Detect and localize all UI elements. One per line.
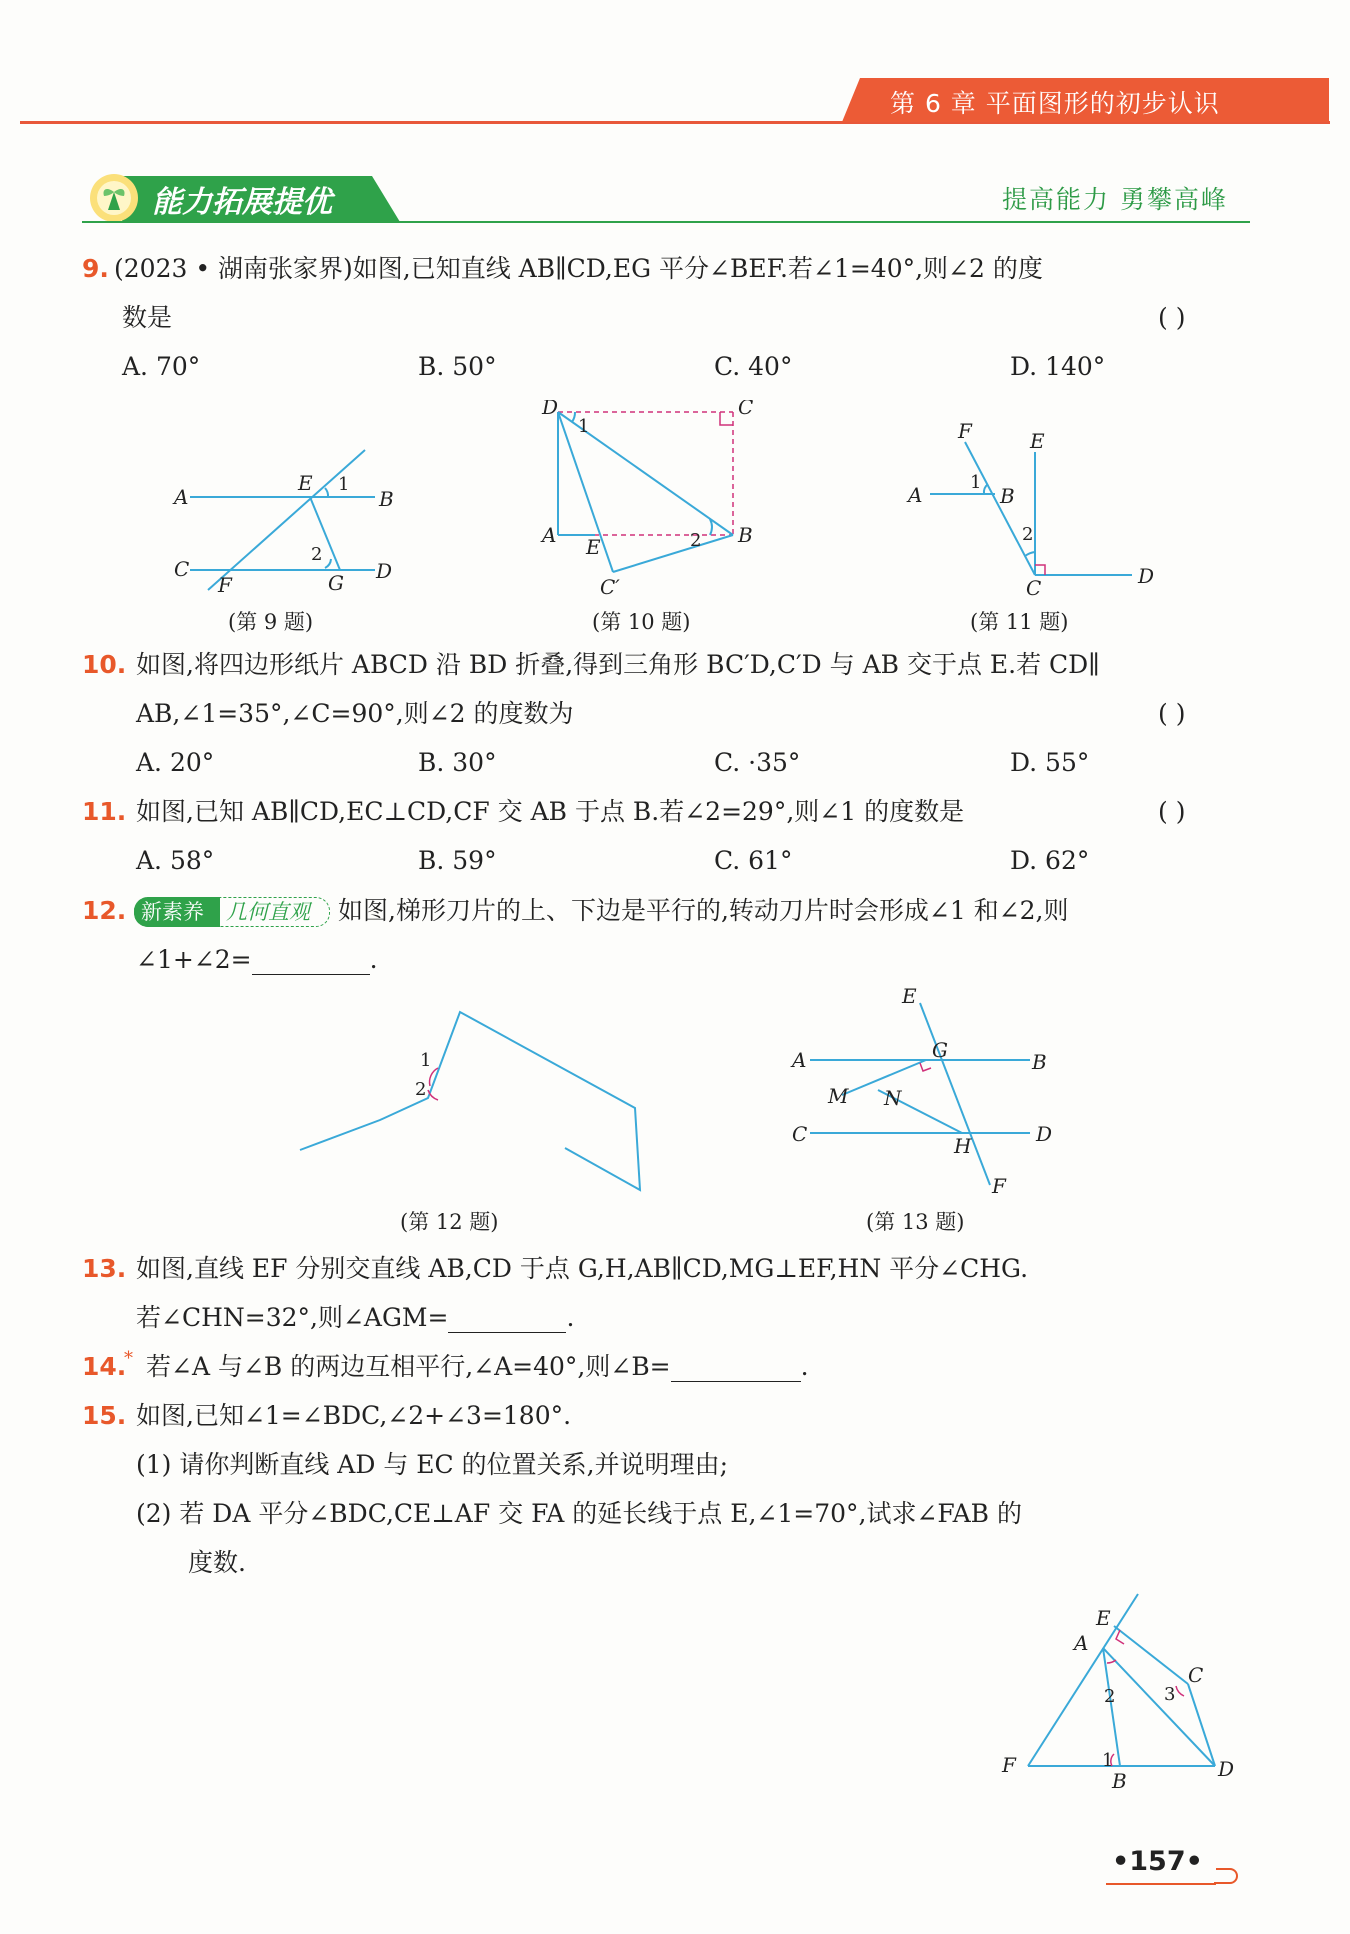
point-label: E [1030,429,1045,453]
figure-12 [260,1000,660,1210]
answer-paren: ( ) [1158,797,1186,826]
angle-label: 2 [1104,1686,1116,1707]
figure-caption: (第 12 题) [400,1210,499,1234]
point-label: B [1000,484,1015,508]
angle-label: 2 [1022,524,1034,545]
page-number: •157• [1112,1846,1203,1877]
question-end: . [800,1352,809,1381]
figure-9 [160,440,410,600]
point-label: B [1112,1769,1127,1793]
option-d: D. 55° [1010,748,1090,777]
figure-caption: (第 11 题) [970,610,1069,634]
chapter-title: 第 6 章 平面图形的初步认识 [890,89,1220,118]
angle-label: 1 [338,474,350,495]
section-rule [82,221,1250,223]
question-number: 15. [82,1401,127,1430]
option-c: C. 40° [714,352,793,381]
badge-label: 新素养 [141,900,204,924]
figure-caption: (第 13 题) [866,1210,965,1234]
point-label: C [174,557,190,581]
angle-label: 1 [420,1050,432,1071]
option-d: D. 62° [1010,846,1090,875]
question-number: 10. [82,650,127,679]
point-label: A [542,523,557,547]
badge-sublabel: 几何直观 [226,900,310,924]
question-text [146,1352,809,1382]
section-slogan: 提高能力 勇攀高峰 [1002,185,1228,214]
point-label: C [1026,576,1042,600]
option-c: C. 61° [714,846,793,875]
option-a: A. 70° [122,352,201,381]
option-a: A. 58° [136,846,215,875]
question-text: AB,∠1=35°,∠C=90°,则∠2 的度数为 [136,699,574,728]
point-label: N [884,1086,902,1110]
angle-label: 3 [1164,1684,1176,1705]
answer-blank [671,1355,801,1382]
question-text: (2023 • 湖南张家界)如图,已知直线 AB∥CD,EG 平分∠BEF.若∠1=40°,则∠2 的度 [114,254,1043,283]
section-title: 能力拓展提优 [152,185,332,220]
figure-caption: (第 10 题) [592,610,691,634]
point-label: D [1218,1757,1235,1781]
point-label: C [738,400,754,419]
answer-blank [448,1306,566,1333]
question-text [136,945,378,975]
question-number: 13. [82,1254,127,1283]
sub-question: 度数. [188,1548,246,1577]
figure-10 [540,400,760,600]
point-label: D [1138,564,1155,588]
question-text: 如图,直线 EF 分别交直线 AB,CD 于点 G,H,AB∥CD,MG⊥EF,HN 平分∠CHG. [136,1254,1029,1283]
angle-label: 1 [1102,1750,1114,1771]
answer-blank [252,948,370,975]
difficulty-mark: * [124,1348,133,1369]
point-label: A [792,1048,807,1072]
point-label: H [954,1134,972,1158]
question-end: . [566,1303,575,1332]
sub-question: (2) 若 DA 平分∠BDC,CE⊥AF 交 FA 的延长线于点 E,∠1=70°,试求∠FAB 的 [136,1499,1022,1528]
point-label: F [1002,1753,1016,1777]
option-b: B. 59° [418,846,497,875]
point-label: E [1096,1606,1111,1630]
point-label: B [379,487,394,511]
figure-11 [900,420,1160,600]
question-expression: 若∠A 与∠B 的两边互相平行,∠A=40°,则∠B= [146,1352,671,1381]
question-number: 9. [82,254,109,283]
point-label: D [1036,1122,1053,1146]
option-b: B. 30° [418,748,497,777]
point-label: D [542,400,559,419]
point-label: C [1188,1663,1204,1687]
point-label: E [298,471,313,495]
option-a: A. 20° [136,748,215,777]
point-label: C [792,1122,808,1146]
point-label: A [908,483,923,507]
point-label: G [932,1038,948,1062]
question-number: 12. [82,896,127,925]
point-label: G [328,571,344,595]
question-expression: ∠1+∠2= [136,945,252,974]
figure-caption: (第 9 题) [228,610,314,634]
point-label: E [586,535,601,559]
point-label: F [218,573,232,597]
point-label: B [1032,1050,1047,1074]
question-text: 如图,将四边形纸片 ABCD 沿 BD 折叠,得到三角形 BC′D,C′D 与 AB 交于点 E.若 CD∥ [136,650,1100,679]
point-label: D [376,559,393,583]
point-label: A [174,485,189,509]
question-number: 11. [82,797,127,826]
question-number: 14. [82,1352,127,1381]
sub-question: (1) 请你判断直线 AD 与 EC 的位置关系,并说明理由; [136,1450,728,1479]
point-label: C′ [600,575,620,599]
question-text: 如图,梯形刀片的上、下边是平行的,转动刀片时会形成∠1 和∠2,则 [338,896,1069,925]
question-end: . [369,945,378,974]
option-b: B. 50° [418,352,497,381]
question-expression: 若∠CHN=32°,则∠AGM= [136,1303,449,1332]
answer-paren: ( ) [1158,303,1186,332]
angle-label: 2 [690,530,702,551]
angle-label: 1 [970,472,982,493]
option-d: D. 140° [1010,352,1106,381]
page-curl-icon [1212,1860,1242,1890]
point-label: E [902,985,917,1008]
point-label: F [992,1174,1006,1198]
point-label: F [958,420,972,443]
figure-15 [990,1590,1250,1800]
figure-13 [780,985,1080,1200]
page-number-rule [1106,1883,1216,1885]
option-c: C. ·35° [714,748,801,777]
answer-paren: ( ) [1158,699,1186,728]
point-label: A [1074,1631,1089,1655]
question-text [136,1303,574,1333]
point-label: B [738,523,753,547]
angle-label: 2 [415,1079,427,1100]
question-text: 如图,已知 AB∥CD,EC⊥CD,CF 交 AB 于点 B.若∠2=29°,则∠1 的度数是 [136,797,965,826]
point-label: M [828,1084,849,1108]
angle-label: 1 [578,416,590,437]
question-text: 数是 [122,303,173,332]
angle-label: 2 [311,544,323,565]
question-text: 如图,已知∠1=∠BDC,∠2+∠3=180°. [136,1401,572,1430]
